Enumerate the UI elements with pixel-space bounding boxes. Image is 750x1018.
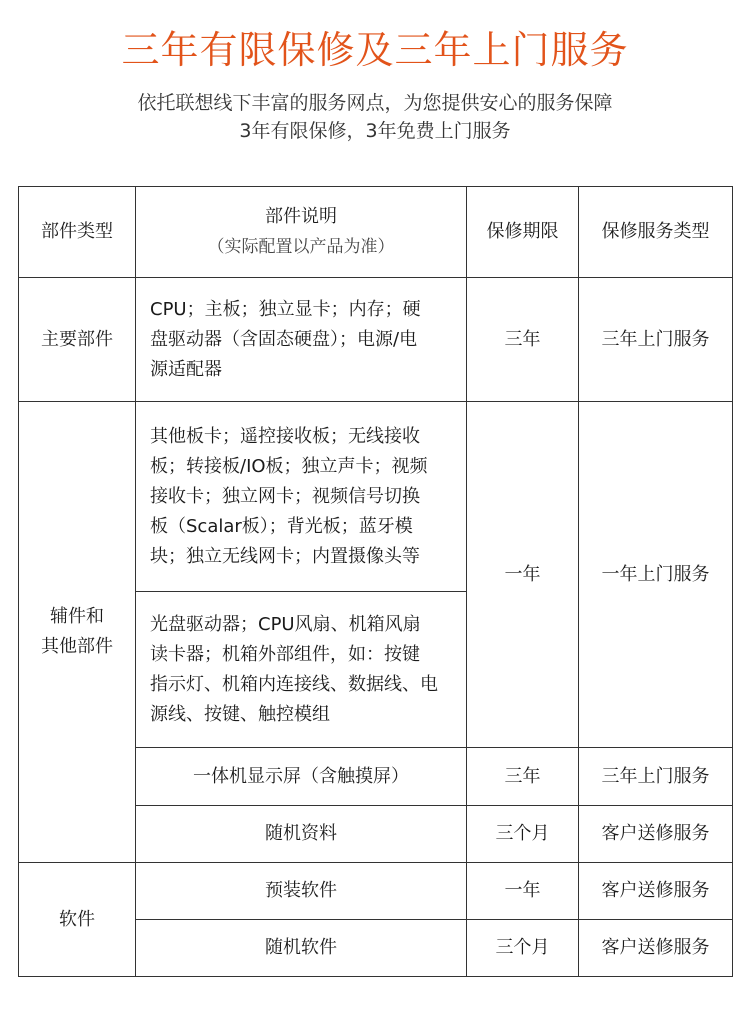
period-software-preinstalled: 一年 xyxy=(467,863,579,920)
period-main: 三年 xyxy=(467,278,579,402)
service-software-preinstalled: 客户送修服务 xyxy=(579,863,733,920)
desc-main xyxy=(136,278,467,402)
service-aux-group: 一年上门服务 xyxy=(579,402,733,748)
desc-line: 指示灯、机箱内连接线、数据线、电 xyxy=(150,673,438,695)
category-main: 主要部件 xyxy=(19,278,136,402)
desc-line: 读卡器；机箱外部组件，如：按键 xyxy=(150,643,420,665)
desc-line: 源适配器 xyxy=(150,358,222,380)
header-part-type: 部件类型 xyxy=(19,187,136,278)
subtitle-line-1: 依托联想线下丰富的服务网点，为您提供安心的服务保障 xyxy=(137,92,613,114)
period-aux-group: 一年 xyxy=(467,402,579,748)
category-software: 软件 xyxy=(19,863,136,977)
desc-line: 板（Scalar板）；背光板；蓝牙模 xyxy=(150,515,413,537)
desc-software-preinstalled: 预装软件 xyxy=(136,863,467,920)
header-period: 保修期限 xyxy=(467,187,579,278)
header-part-desc-note: （实际配置以产品为准） xyxy=(207,237,395,257)
row-main-parts xyxy=(19,278,733,402)
desc-line: CPU；主板；独立显卡；内存；硬 xyxy=(150,298,421,320)
warranty-table xyxy=(18,186,733,977)
period-software-bundled: 三个月 xyxy=(467,920,579,977)
desc-line: 板；转接板/IO板；独立声卡；视频 xyxy=(150,455,428,477)
header-part-desc xyxy=(136,187,467,278)
service-aux-screen: 三年上门服务 xyxy=(579,748,733,806)
header-part-desc-label: 部件说明 xyxy=(265,206,337,227)
desc-line: 接收卡；独立网卡；视频信号切换 xyxy=(150,485,420,507)
desc-line: 源线、按键、触控模组 xyxy=(150,703,330,725)
category-aux xyxy=(19,402,136,863)
category-aux-line: 其他部件 xyxy=(41,636,113,657)
header-service-type: 保修服务类型 xyxy=(579,187,733,278)
row-aux-group-1 xyxy=(19,402,733,592)
period-aux-screen: 三年 xyxy=(467,748,579,806)
desc-aux-screen: 一体机显示屏（含触摸屏） xyxy=(136,748,467,806)
desc-line: 光盘驱动器；CPU风扇、机箱风扇 xyxy=(150,613,421,635)
desc-aux-group-2 xyxy=(136,592,467,748)
desc-software-bundled: 随机软件 xyxy=(136,920,467,977)
page-title: 三年有限保修及三年上门服务 xyxy=(121,28,629,72)
category-aux-line: 辅件和 xyxy=(50,606,104,627)
desc-line: 盘驱动器（含固态硬盘）；电源/电 xyxy=(150,328,418,350)
desc-line: 其他板卡；遥控接收板；无线接收 xyxy=(150,425,420,447)
desc-line: 块；独立无线网卡；内置摄像头等 xyxy=(150,545,420,567)
row-software-preinstalled xyxy=(19,863,733,920)
subtitle-line-2: 3年有限保修，3年免费上门服务 xyxy=(239,120,511,142)
desc-aux-docs: 随机资料 xyxy=(136,806,467,863)
desc-aux-group-1 xyxy=(136,402,467,592)
header-row xyxy=(19,187,733,278)
service-main: 三年上门服务 xyxy=(579,278,733,402)
service-software-bundled: 客户送修服务 xyxy=(579,920,733,977)
service-aux-docs: 客户送修服务 xyxy=(579,806,733,863)
period-aux-docs: 三个月 xyxy=(467,806,579,863)
